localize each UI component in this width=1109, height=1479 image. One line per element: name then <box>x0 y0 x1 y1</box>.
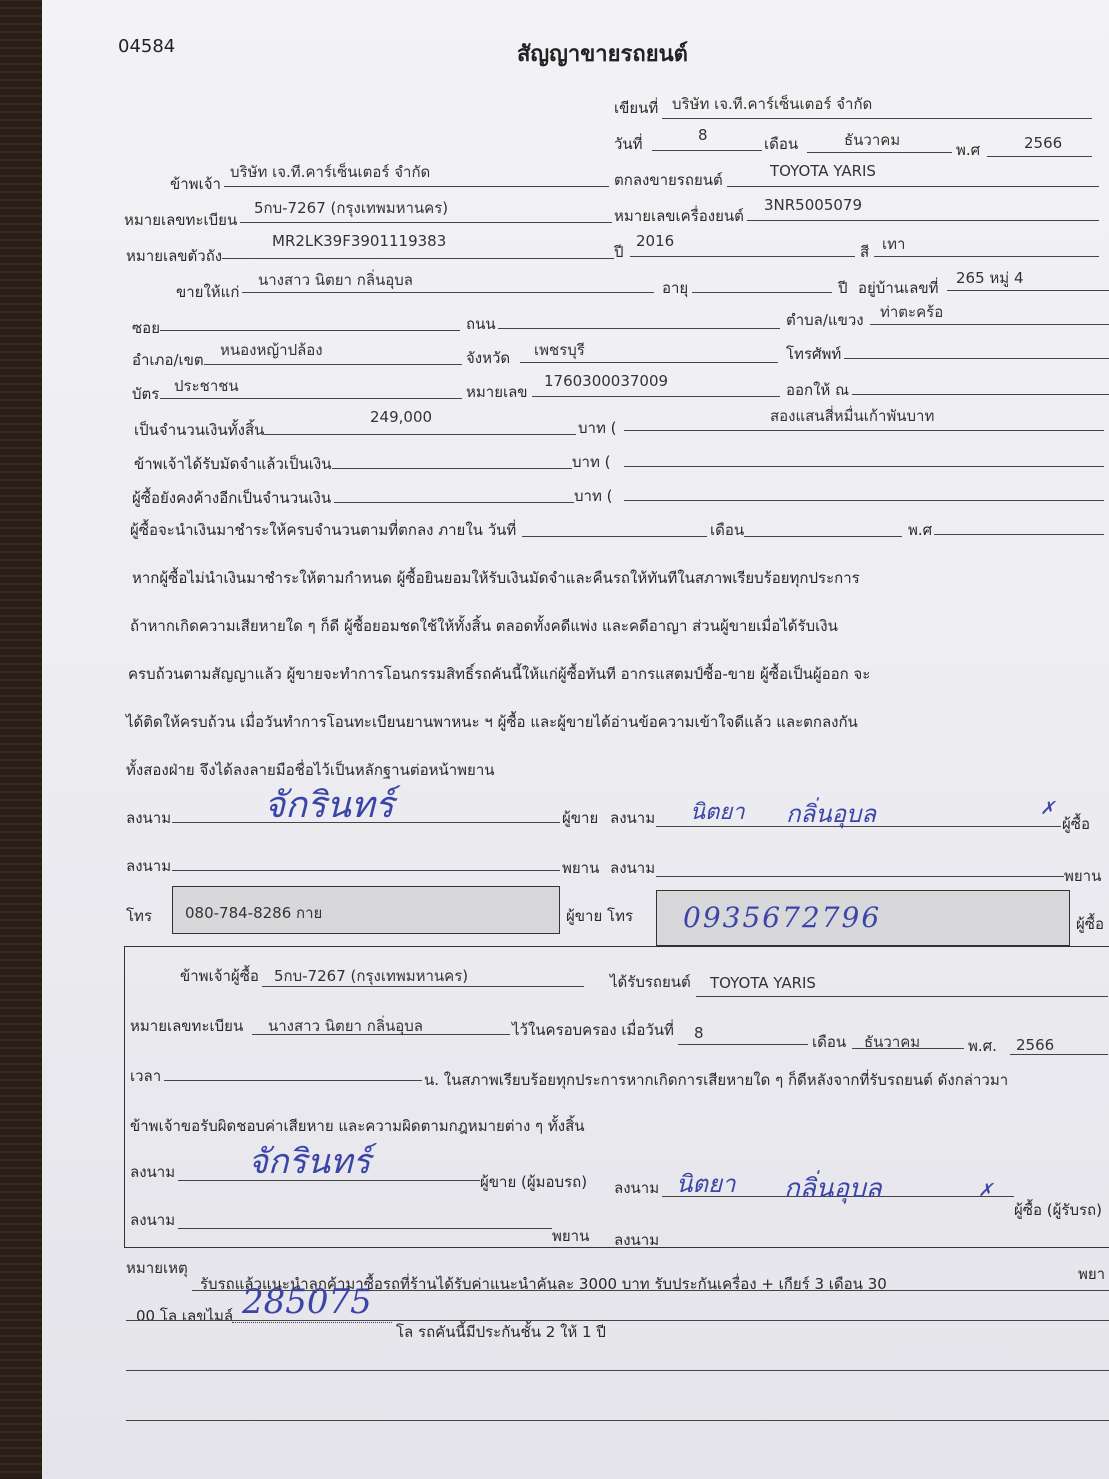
mileage-value: 285075 <box>242 1282 372 1322</box>
receipt-responsibility: ข้าพเจ้าขอรับผิดชอบค่าเสียหาย และความผิดตามกฎหมายต่าง ๆ ทั้งสิ้น <box>130 1117 585 1135</box>
province-label: จังหวัด <box>466 349 511 367</box>
receipt-sign-label-seller: ลงนาม <box>130 1163 176 1181</box>
buyer-phone: 0935672796 <box>683 901 882 934</box>
mileage-line <box>232 1322 392 1323</box>
car-year-line <box>630 256 855 257</box>
receipt-year-line <box>1010 1054 1108 1055</box>
engine-no: 3NR5005079 <box>764 196 862 214</box>
car-model-line <box>727 186 1099 187</box>
pay-year-line <box>934 534 1104 535</box>
mileage-prefix: 00 โล เลขไมล์ <box>136 1307 234 1325</box>
month-value: ธันวาคม <box>844 131 901 149</box>
buyer-phone-box <box>656 890 1070 946</box>
total-amount: 249,000 <box>370 408 433 426</box>
receipt-buyer-line <box>252 1034 510 1035</box>
id-label: หมายเลข <box>466 383 528 401</box>
receipt-reg-line <box>262 986 584 987</box>
buyer-name-line <box>242 292 654 293</box>
remaining-words-line <box>624 500 1104 501</box>
receipt-seller-signature: จักรินทร์ <box>248 1142 371 1182</box>
receipt-car-model: TOYOTA YARIS <box>710 974 816 992</box>
pay-by-label: ผู้ซื้อจะนำเงินมาชำระให้ครบจำนวนตามที่ตกลง ภายใน วันที่ <box>130 521 517 539</box>
remaining-line <box>334 502 574 503</box>
card-line <box>160 398 462 399</box>
color-line <box>874 256 1099 257</box>
card-type: ประชาชน <box>174 377 239 395</box>
sign-label-witness-2: ลงนาม <box>610 859 656 877</box>
seller-phone-box <box>172 886 560 934</box>
engine-no-line <box>747 220 1099 221</box>
id-no: 1760300037009 <box>544 372 669 390</box>
receipt-buyer-signature-first: นิตยา <box>676 1170 736 1198</box>
color-value: เทา <box>882 235 906 253</box>
witness-2-role: พยาน <box>1064 867 1102 885</box>
card-label: บัตร <box>132 385 160 403</box>
car-year: 2016 <box>636 232 675 250</box>
receipt-possess-label: ไว้ในครอบครอง เมื่อวันที่ <box>512 1021 674 1039</box>
reg-no: 5กบ-7267 (กรุงเทพมหานคร) <box>254 199 449 217</box>
seller-phone-role: ผู้ขาย โทร <box>566 907 634 925</box>
witness-1-line <box>172 870 560 871</box>
issued-line <box>852 394 1109 395</box>
remarks-line-2: โล รถคันนี้มีประกันชั้น 2 ให้ 1 ปี <box>396 1323 606 1341</box>
deposit-line <box>332 468 572 469</box>
receipt-day-line <box>678 1044 808 1045</box>
terms-line-4: ได้ติดให้ครบถ้วน เมื่อวันทำการโอนทะเบียนยานพาหนะ ฯ ผู้ซื้อ และผู้ขายได้อ่านข้อความเข้าใจดีแล้ว และตกลงกัน <box>126 713 858 731</box>
phone-label: โทรศัพท์ <box>786 345 842 363</box>
remaining-baht-label: บาท ( <box>574 487 613 505</box>
receipt-buyer-label: ข้าพเจ้าผู้ซื้อ <box>180 967 259 985</box>
pay-month-line <box>744 536 902 537</box>
soi-line <box>160 330 460 331</box>
i-label: ข้าพเจ้า <box>170 175 221 193</box>
receipt-month-line <box>852 1048 964 1049</box>
receipt-month-label: เดือน <box>812 1033 847 1051</box>
receipt-buyer-signature-last: กลิ่นอุบล <box>784 1174 882 1204</box>
seller-role: ผู้ขาย <box>562 809 599 827</box>
receipt-sign-label-witness-1: ลงนาม <box>130 1211 176 1229</box>
witness-1-role: พยาน <box>562 859 600 877</box>
year-line <box>987 156 1092 157</box>
witness-2-line <box>656 876 1064 877</box>
receipt-witness-1-line <box>178 1228 552 1229</box>
subdistrict-label: ตำบล/แขวง <box>786 311 864 329</box>
total-baht-label: บาท ( <box>578 419 617 437</box>
remarks-label: หมายเหตุ <box>126 1259 188 1277</box>
document-number: 04584 <box>118 36 176 57</box>
phone-label-seller: โทร <box>126 907 153 925</box>
engine-label: หมายเลขเครื่องยนต์ <box>614 207 744 225</box>
chassis-no-line <box>222 258 614 259</box>
receipt-car-line <box>696 996 1108 997</box>
buyer-x-mark: ✗ <box>1040 798 1056 819</box>
receipt-buyer-role: ผู้ซื้อ (ผู้รับรถ) <box>1014 1201 1102 1219</box>
seller-name-line <box>224 186 609 187</box>
deposit-words-line <box>624 466 1104 467</box>
seller-phone: 080-784-8286 กาย <box>185 904 323 922</box>
receipt-month: ธันวาคม <box>864 1033 921 1051</box>
car-year-label: ปี <box>614 243 624 261</box>
subdistrict-line <box>870 324 1109 325</box>
receipt-year: 2566 <box>1016 1036 1055 1054</box>
year-value: 2566 <box>1024 134 1063 152</box>
buyer-signature-last: กลิ่นอุบล <box>786 800 876 828</box>
buyer-name: นางสาว นิตยา กลิ่นอุบล <box>258 271 413 289</box>
deposit-label: ข้าพเจ้าได้รับมัดจำแล้วเป็นเงิน <box>134 455 332 473</box>
terms-line-2: ถ้าหากเกิดความเสียหายใด ๆ ก็ดี ผู้ซื้อยอมชดใช้ให้ทั้งสิ้น ตลอดทั้งคดีแพ่ง และคดีอาญา ส่วนผู้ขายเมื่อได้รับเงิน <box>130 617 838 635</box>
pay-month-label: เดือน <box>710 521 745 539</box>
receipt-sign-label-buyer: ลงนาม <box>614 1179 660 1197</box>
district-line <box>204 364 462 365</box>
receipt-year-label: พ.ศ. <box>968 1037 997 1055</box>
remarks-blank-line-2 <box>126 1420 1109 1421</box>
chassis-label: หมายเลขตัวถัง <box>126 247 223 265</box>
receipt-seller-role: ผู้ขาย (ผู้มอบรถ) <box>480 1173 588 1191</box>
sign-label-witness-1: ลงนาม <box>126 857 172 875</box>
agree-label: ตกลงขายรถยนต์ <box>614 171 723 189</box>
year-label: พ.ศ <box>956 141 981 159</box>
date-label: วันที่ <box>614 135 643 153</box>
remarks-blank-line-1 <box>126 1370 1109 1371</box>
remarks-witness-tail: พยา <box>1078 1265 1106 1283</box>
receipt-reg-value: 5กบ-7267 (กรุงเทพมหานคร) <box>274 967 469 985</box>
terms-line-1: หากผู้ซื้อไม่นำเงินมาชำระให้ตามกำหนด ผู้ซื้อยินยอมให้รับเงินมัดจำและคืนรถให้ทันทีในสภาพเรียบร้อยทุกประการ <box>132 569 860 587</box>
pay-day-line <box>522 536 707 537</box>
remarks-line-2-underline <box>126 1320 1109 1321</box>
sold-to-label: ขายให้แก่ <box>176 283 240 301</box>
contract-paper <box>42 0 1109 1479</box>
total-label: เป็นจำนวนเงินทั้งสิ้น <box>134 421 265 439</box>
month-label: เดือน <box>764 135 799 153</box>
sign-label-buyer: ลงนาม <box>610 809 656 827</box>
buyer-role: ผู้ซื้อ <box>1062 815 1090 833</box>
buyer-phone-role: ผู้ซื้อ <box>1076 915 1104 933</box>
chassis-no: MR2LK39F3901119383 <box>272 232 447 250</box>
reg-no-line <box>240 222 612 223</box>
district-label: อำเภอ/เขต <box>132 351 204 369</box>
reg-label: หมายเลขทะเบียน <box>124 211 238 229</box>
receipt-witness-1-role: พยาน <box>552 1227 590 1245</box>
road-label: ถนน <box>466 315 496 333</box>
deposit-baht-label: บาท ( <box>572 453 611 471</box>
district-value: หนองหญ้าปล้อง <box>220 341 323 359</box>
age-label: อายุ <box>662 279 689 297</box>
written-at-line <box>662 118 1092 119</box>
seller-name: บริษัท เจ.ที.คาร์เซ็นเตอร์ จำกัด <box>230 163 431 181</box>
terms-line-3: ครบถ้วนตามสัญญาแล้ว ผู้ขายจะทำการโอนกรรมสิทธิ์รถคันนี้ให้แก่ผู้ซื้อทันที อากรแสตมป์ซื้อ-ขาย ผู้ซื้อเป็นผู้ออก จะ <box>128 665 871 683</box>
receipt-buyer-x-mark: ✗ <box>978 1180 994 1201</box>
receipt-time-label: เวลา <box>130 1067 162 1085</box>
total-words: สองแสนสี่หมื่นเก้าพันบาท <box>770 407 935 425</box>
house-no: 265 หมู่ 4 <box>956 269 1024 287</box>
receipt-time-line <box>164 1080 422 1081</box>
id-line <box>532 396 780 397</box>
receipt-sign-label-witness-2: ลงนาม <box>614 1231 660 1249</box>
total-amount-line <box>264 434 576 435</box>
road-line <box>498 328 780 329</box>
buyer-signature-first: นิตยา <box>690 800 745 825</box>
soi-label: ซอย <box>132 319 160 337</box>
province-line <box>520 362 778 363</box>
house-label: อยู่บ้านเลขที่ <box>858 279 939 297</box>
date-day-line <box>652 150 762 151</box>
seller-signature: จักรินทร์ <box>264 785 394 826</box>
issued-label: ออกให้ ณ <box>786 381 849 399</box>
sign-label-seller: ลงนาม <box>126 809 172 827</box>
total-words-line <box>624 430 1104 431</box>
terms-line-5: ทั้งสองฝ่าย จึงได้ลงลายมือชื่อไว้เป็นหลักฐานต่อหน้าพยาน <box>126 761 495 779</box>
month-line <box>807 152 952 153</box>
written-at-value: บริษัท เจ.ที.คาร์เซ็นเตอร์ จำกัด <box>672 95 873 113</box>
receipt-day: 8 <box>694 1024 704 1042</box>
age-line <box>692 292 832 293</box>
receipt-reg-label: หมายเลขทะเบียน <box>130 1017 244 1035</box>
remarks-line-1: รับรถแล้วแนะนำลูกค้ามาซื้อรถที่ร้านได้รับค่าแนะนำคันละ 3000 บาท รับประกันเครื่อง + เกียร์ 3 เดือน 30 <box>200 1275 887 1293</box>
color-label: สี <box>860 243 870 261</box>
receipt-time-text: น. ในสภาพเรียบร้อยทุกประการหากเกิดการเสียหายใด ๆ ก็ดีหลังจากที่รับรถยนต์ ดังกล่าวมา <box>424 1071 1009 1089</box>
phone-line <box>844 358 1109 359</box>
province-value: เพชรบุรี <box>534 341 585 359</box>
car-model: TOYOTA YARIS <box>770 162 876 180</box>
subdistrict-value: ท่าตะคร้อ <box>880 303 944 321</box>
receipt-received-label: ได้รับรถยนต์ <box>610 973 691 991</box>
house-line <box>947 290 1109 291</box>
document-title: สัญญาขายรถยนต์ <box>517 42 688 67</box>
date-day: 8 <box>698 126 708 144</box>
pay-year-label: พ.ศ <box>908 521 933 539</box>
written-at-label: เขียนที่ <box>614 99 659 117</box>
receipt-buyer-name: นางสาว นิตยา กลิ่นอุบล <box>268 1017 423 1035</box>
remaining-label: ผู้ซื้อยังคงค้างอีกเป็นจำนวนเงิน <box>132 489 332 507</box>
age-unit: ปี <box>838 279 848 297</box>
